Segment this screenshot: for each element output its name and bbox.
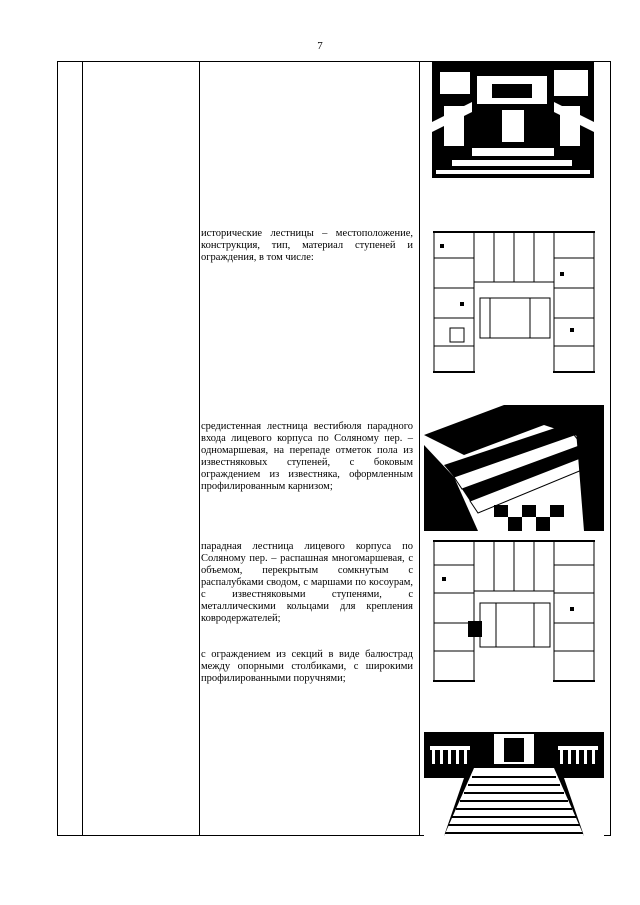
main-stair-description: парадная лестница лицевого корпуса по Соляному пер. – распашная многомаршевая, с объемом, перекрытым сомкнутым с распалубками сводом, с маршами по косоурам, с известняковыми ступенями, с металлическими кольцами для крепления ковродержателей; — [201, 541, 413, 624]
interior-photo-1 — [432, 62, 594, 178]
column-divider-3 — [419, 62, 420, 835]
column-divider-1 — [82, 62, 83, 835]
balustrade-description: с ограждением из секций в виде балюстрад между опорными столбиками, с широкими профилированными поручнями; — [201, 649, 413, 684]
floor-plan-2 — [430, 537, 598, 687]
main-stair-photo — [424, 718, 604, 836]
column-divider-2 — [199, 62, 200, 835]
vestibule-stair-photo — [424, 405, 604, 531]
vestibule-stair-description: средистенная лестница вестибюля парадного входа лицевого корпуса по Соляному пер. – одномаршевая, на перепаде отметок пола из известняковых ступеней, с боковым ограждением из известняка, оформленным профилированным карнизом; — [201, 421, 413, 492]
floor-plan-1 — [430, 228, 598, 380]
historic-stairs-heading: исторические лестницы – местоположение, конструкция, тип, материал ступеней и ограждения, в том числе: — [201, 228, 413, 263]
page-number: 7 — [317, 40, 323, 52]
